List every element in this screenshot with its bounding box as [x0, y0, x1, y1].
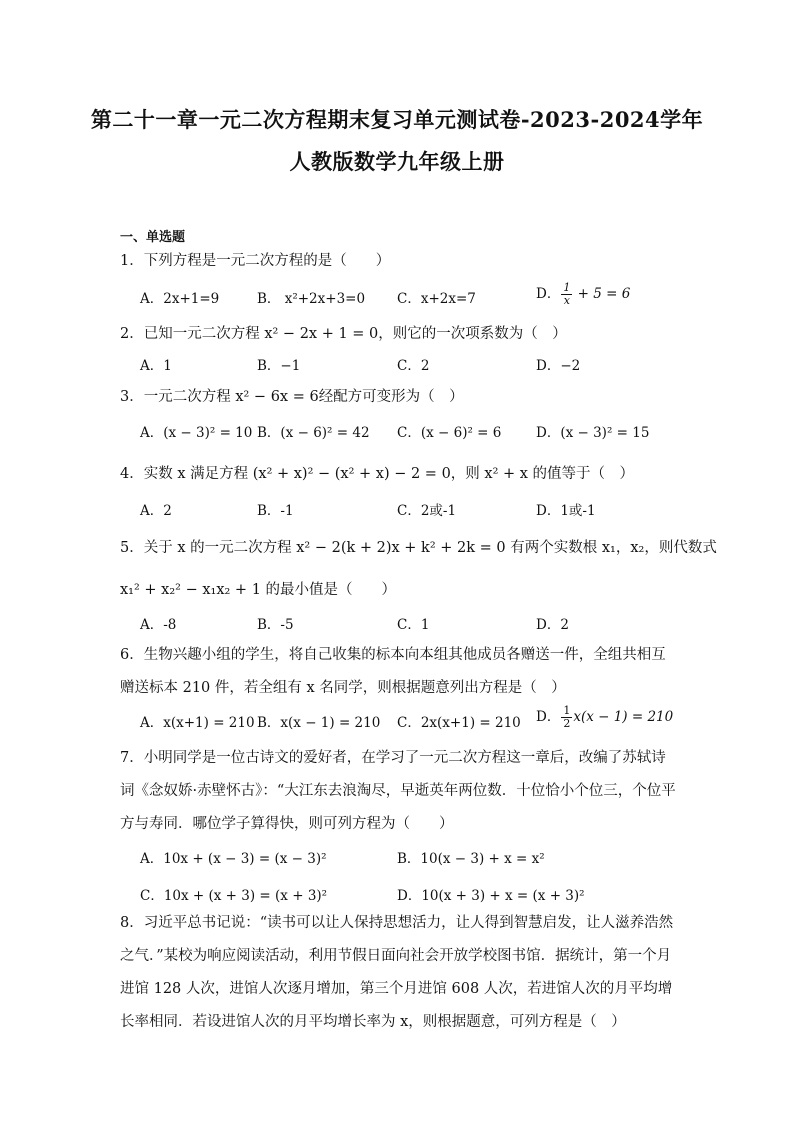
q5-option-d[interactable]: D．2 [536, 617, 569, 633]
q1-option-b[interactable]: B． x²+2x+3=0 [257, 291, 366, 307]
q5-option-c[interactable]: C．1 [397, 617, 430, 633]
q1-option-d[interactable] [536, 282, 630, 307]
question-5-stem-cont: x₁² + x₂² − x₁x₂ + 1 的最小值是（ ） [120, 582, 397, 598]
q6-option-d-numerator: 1 [563, 704, 571, 717]
q6-option-d[interactable] [536, 705, 673, 730]
q2-option-b[interactable]: B．−1 [257, 358, 301, 374]
q1-option-d-numerator: 1 [563, 281, 571, 294]
q6-option-c[interactable]: C．2x(x+1) = 210 [397, 715, 521, 731]
q4-option-c[interactable]: C．2或-1 [397, 503, 457, 519]
question-1-stem: 1．下列方程是一元二次方程的是（ ） [120, 253, 391, 269]
q6-option-d-label: D． [536, 709, 561, 725]
section-heading-single-choice: 一、单选题 [120, 230, 186, 245]
q3-option-c[interactable]: C．(x − 6)² = 6 [397, 425, 502, 441]
q6-option-d-denominator: 2 [563, 717, 571, 730]
q4-option-a[interactable]: A．2 [140, 503, 172, 519]
q1-option-a[interactable]: A．2x+1=9 [140, 291, 220, 307]
q6-option-a[interactable]: A．x(x+1) = 210 [140, 715, 255, 731]
q7-option-c[interactable]: C．10x + (x + 3) = (x + 3)² [140, 888, 328, 904]
q2-option-d[interactable]: D．−2 [536, 358, 581, 374]
q7-option-a[interactable]: A．10x + (x − 3) = (x − 3)² [140, 851, 327, 867]
q2-option-c[interactable]: C．2 [397, 358, 430, 374]
question-6-stem: 6．生物兴趣小组的学生，将自己收集的标本向本组其他成员各赠送一件，全组共相互赠送标本 210 件，若全组有 x 名同学，则根据题意列出方程是（ ） [120, 647, 666, 696]
q2-option-a[interactable]: A．1 [140, 358, 172, 374]
q1-option-d-rest: + 5 = 6 [577, 286, 631, 302]
q4-option-b[interactable]: B．-1 [257, 503, 294, 519]
question-7-stem: 7．小明同学是一位古诗文的爱好者，在学习了一元二次方程这一章后，改编了苏轼诗词《念奴娇·赤壁怀古》：“大江东去浪淘尽，早逝英年两位数．十位恰小个位三，个位平方与寿同．哪位学子算得快，则可列方程为（ ） [120, 750, 676, 832]
question-5-stem: 5．关于 x 的一元二次方程 x² − 2(k + 2)x + k² + 2k = 0 有两个实数根 x₁，x₂，则代数式 [120, 540, 717, 556]
q3-option-b[interactable]: B．(x − 6)² = 42 [257, 425, 370, 441]
question-4-stem: 4．实数 x 满足方程 (x² + x)² − (x² + x) − 2 = 0，则 x² + x 的值等于（ ） [120, 466, 635, 482]
q1-option-d-label: D． [536, 286, 561, 302]
question-2-stem: 2．已知一元二次方程 x² − 2x + 1 = 0，则它的一次项系数为（ ） [120, 326, 567, 342]
q1-option-d-fraction [561, 282, 572, 307]
q6-option-d-rest: x(x − 1) = 210 [573, 709, 674, 725]
q5-option-a[interactable]: A．-8 [140, 617, 177, 633]
q5-option-b[interactable]: B．-5 [257, 617, 294, 633]
q6-option-b[interactable]: B．x(x − 1) = 210 [257, 715, 381, 731]
question-3-stem: 3．一元二次方程 x² − 6x = 6经配方可变形为（ ） [120, 389, 464, 405]
exam-title-line1: 第二十一章一元二次方程期末复习单元测试卷-2023-2024学年 [90, 107, 704, 132]
q1-option-d-denominator: x [563, 294, 570, 307]
q3-option-d[interactable]: D．(x − 3)² = 15 [536, 425, 650, 441]
q4-option-d[interactable]: D．1或-1 [536, 503, 596, 519]
q7-option-b[interactable]: B．10(x − 3) + x = x² [397, 851, 545, 867]
question-8-stem: 8．习近平总书记说：“读书可以让人保持思想活力，让人得到智慧启发，让人滋养浩然之气．”某校为响应阅读活动，利用节假日面向社会开放学校图书馆．据统计，第一个月进馆 128 人次，进馆人次逐月增加，第三个月进馆 608 人次，若进馆人次的月平均增长率相同．若设进馆人次的月平均增长率为 x，则根据题意，可列方程是（ ） [120, 915, 674, 1030]
q6-option-d-fraction [561, 705, 572, 730]
q7-option-d[interactable]: D．10(x + 3) + x = (x + 3)² [397, 888, 585, 904]
q1-option-c[interactable]: C．x+2x=7 [397, 291, 476, 307]
q3-option-a[interactable]: A．(x − 3)² = 10 [140, 425, 253, 441]
exam-title-line2: 人教版数学九年级上册 [289, 149, 505, 174]
